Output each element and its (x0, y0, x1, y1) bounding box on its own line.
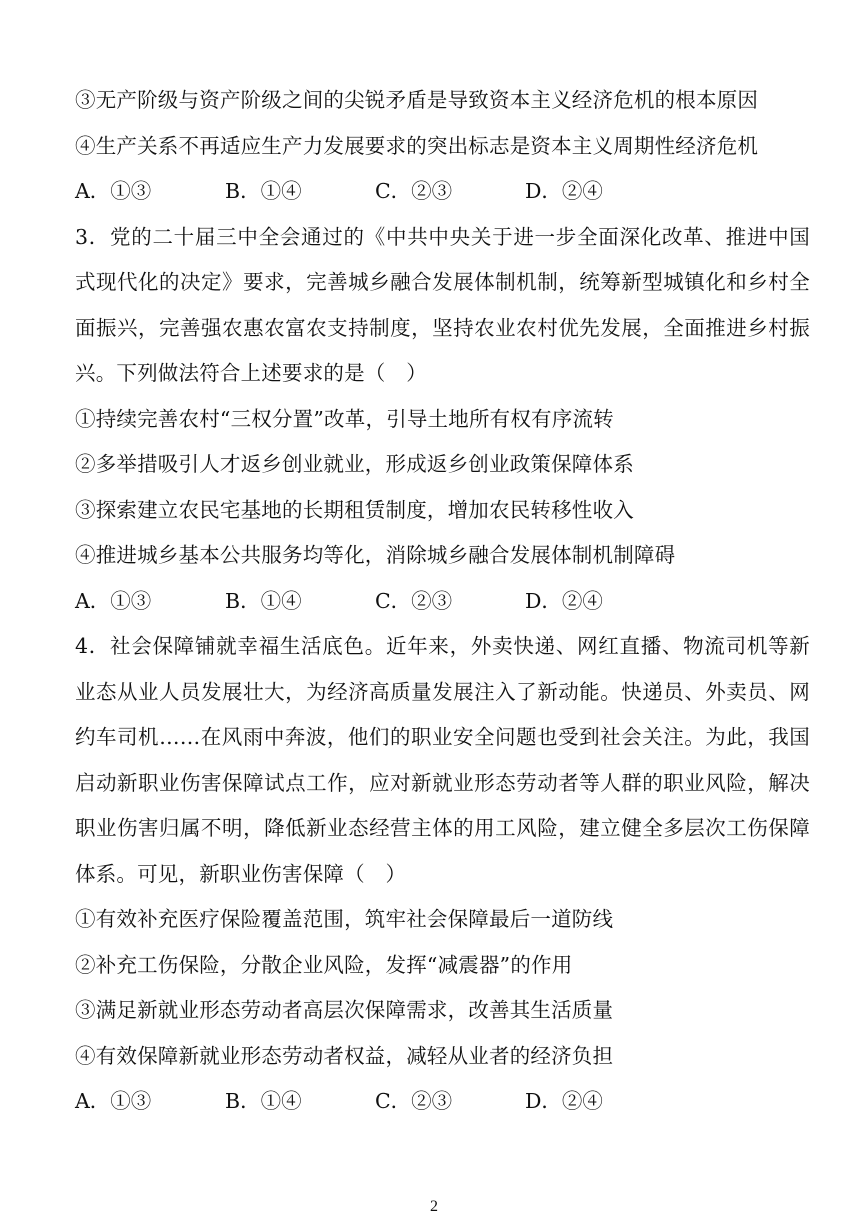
q2-item-3: ③无产阶级与资产阶级之间的尖锐矛盾是导致资本主义经济危机的根本原因 (75, 88, 759, 112)
q4-option-c: C．②③ (375, 1089, 453, 1113)
page-number: 2 (430, 1198, 438, 1215)
q2-option-a: A．①③ (75, 179, 152, 203)
q3-option-b: B．①④ (225, 588, 302, 613)
q4-item-3: ③满足新就业形态劳动者高层次保障需求，改善其生活质量 (75, 998, 614, 1022)
q4-item-4: ④有效保障新就业形态劳动者权益，减轻从业者的经济负担 (75, 1043, 614, 1068)
q2-item-4: ④生产关系不再适应生产力发展要求的突出标志是资本主义周期性经济危机 (75, 133, 759, 158)
q3-item-2: ②多举措吸引人才返乡创业就业，形成返乡创业政策保障体系 (75, 452, 634, 476)
q2-option-c: C．②③ (375, 179, 453, 203)
question-2 (75, 78, 810, 215)
q4-stem: 4．社会保障铺就幸福生活底色。近年来，外卖快递、网红直播、物流司机等新业态从业人员发展壮大，为经济高质量发展注入了新动能。快递员、外卖员、网约车司机……在风雨中奔波，他们的职业安全问题也受到社会关注。为此，我国启动新职业伤害保障试点工作，应对新就业形态劳动者等人群的职业风险，解决职业伤害归属不明，降低新业态经营主体的用工风险，建立健全多层次工伤保障体系。可见，新职业伤害保障（ ） (75, 634, 810, 886)
q3-option-d: D．②④ (525, 588, 603, 613)
q3-item-1: ①持续完善农村“三权分置”改革，引导土地所有权有序流转 (75, 406, 614, 431)
q4-options (75, 1079, 810, 1125)
q2-option-b: B．①④ (225, 179, 302, 203)
q4-item-1: ①有效补充医疗保险覆盖范围，筑牢社会保障最后一道防线 (75, 907, 614, 931)
q3-option-a: A．①③ (75, 588, 152, 613)
question-4 (75, 624, 810, 1125)
question-3 (75, 215, 810, 625)
q3-stem: 3．党的二十届三中全会通过的《中共中央关于进一步全面深化改革、推进中国式现代化的决定》要求，完善城乡融合发展体制机制，统筹新型城镇化和乡村全面振兴，完善强农惠农富农支持制度，坚持农业农村优先发展，全面推进乡村振兴。下列做法符合上述要求的是（ ） (75, 224, 810, 385)
q4-item-2: ②补充工伤保险，分散企业风险，发挥“减震器”的作用 (75, 952, 573, 977)
q3-item-3: ③探索建立农民宅基地的长期租赁制度，增加农民转移性收入 (75, 497, 634, 522)
q2-options (75, 169, 810, 215)
q3-options (75, 579, 810, 625)
q2-option-d: D．②④ (525, 179, 603, 203)
q4-option-d: D．②④ (525, 1089, 603, 1113)
q3-option-c: C．②③ (375, 588, 453, 613)
exam-page (75, 78, 810, 1125)
q3-item-4: ④推进城乡基本公共服务均等化，消除城乡融合发展体制机制障碍 (75, 543, 676, 567)
q4-option-a: A．①③ (75, 1089, 152, 1113)
q4-option-b: B．①④ (225, 1089, 302, 1113)
